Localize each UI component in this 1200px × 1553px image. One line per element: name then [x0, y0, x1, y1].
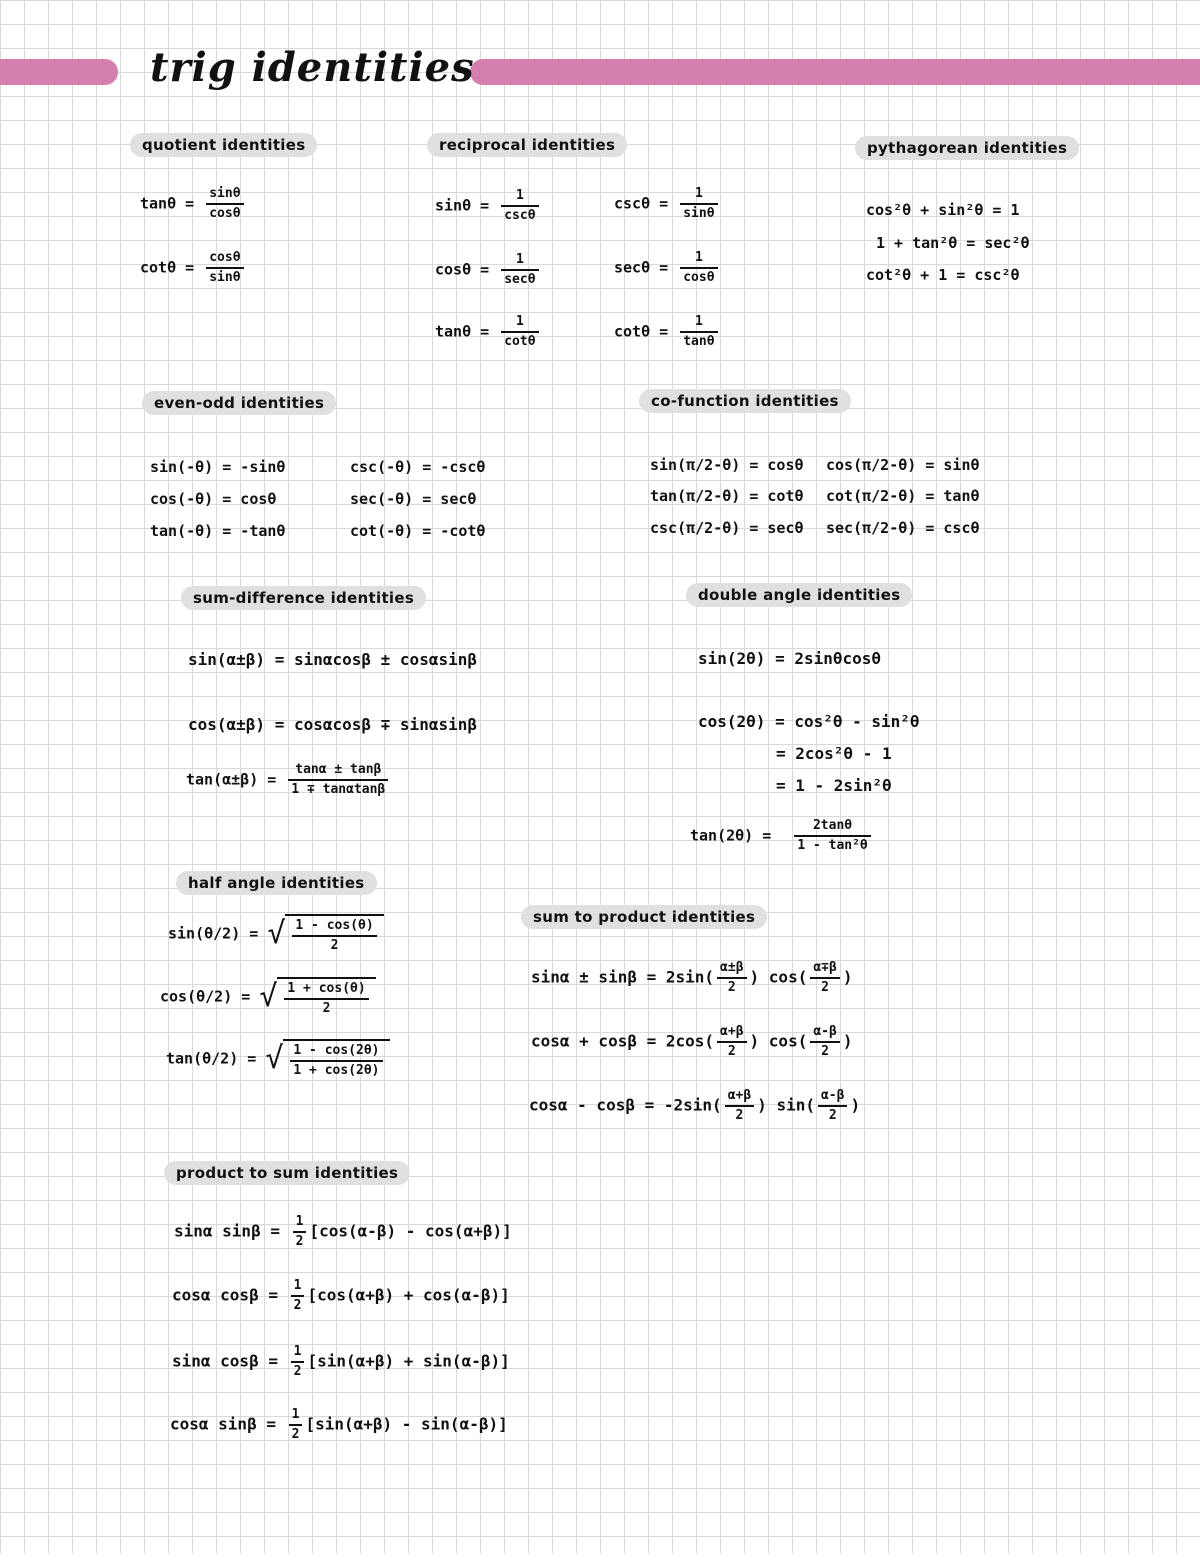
sum-difference-tan	[186, 762, 391, 798]
sum-to-product-line: sinα ± sinβ = 2sin( $\frac{\alpha\pm\beta}{2}$ ) cos( $\frac{\alpha\mp\beta}{2}$ )	[531, 960, 853, 995]
sum-to-product-fn: 2sin	[665, 967, 705, 987]
even-odd-line: cos(-θ) = cosθ	[150, 490, 277, 508]
reciprocal-den: cscθ	[504, 208, 536, 223]
even-odd-line: cot(-θ) = -cotθ	[350, 522, 486, 540]
sum-to-product-num: α+β	[717, 1024, 746, 1043]
sum-to-product-lhs: cosα + cosβ =	[531, 1031, 657, 1051]
quotient-cot-den: sinθ	[209, 270, 241, 285]
half-den: 2	[293, 1364, 302, 1379]
double-angle-cos-1: cos(2θ) = cos²θ - sin²θ	[698, 712, 920, 731]
sum-to-product-lhs: sinα ± sinβ =	[531, 967, 657, 987]
reciprocal-den: cotθ	[504, 334, 536, 349]
product-to-sum-lhs: cosα sinβ =	[170, 1414, 276, 1434]
sum-to-product-lhs: cosα - cosβ =	[529, 1095, 655, 1115]
reciprocal-den: cosθ	[683, 270, 715, 285]
pythagorean-line: 1 + tan²θ = sec²θ	[876, 234, 1030, 252]
half-angle-cos-num: 1 + cos(θ)	[284, 981, 368, 1000]
sum-to-product-den: 2	[735, 1108, 744, 1123]
co-function-line: tan(π/2-θ) = cotθ	[650, 487, 804, 505]
half-num: 1	[289, 1407, 303, 1426]
double-angle-sin: sin(2θ) = 2sinθcosθ	[698, 649, 882, 668]
product-to-sum-line	[170, 1407, 508, 1443]
product-to-sum-lhs: cosα cosβ =	[172, 1285, 278, 1305]
sum-to-product-line: cosα - cosβ = -2sin( $\frac{\alpha+\beta}{2}$ ) sin( $\frac{\alpha-\beta}{2}$ )	[529, 1088, 861, 1123]
title-accent-bar-left	[0, 59, 118, 85]
co-function-line: cos(π/2-θ) = sinθ	[826, 456, 980, 474]
co-function-line: csc(π/2-θ) = secθ	[650, 519, 804, 537]
half-angle-cos: cos(θ/2) = √ $\frac{1 + \cos(\theta)}{2}$	[160, 977, 376, 1017]
double-angle-tan-lhs: tan(2θ) =	[690, 826, 772, 845]
double-angle-cos-2: = 2cos²θ - 1	[776, 744, 892, 763]
product-to-sum-line	[174, 1214, 512, 1250]
product-to-sum-lhs: sinα sinβ =	[174, 1221, 280, 1241]
sum-to-product-den: 2	[821, 1044, 829, 1059]
product-to-sum-line	[172, 1278, 510, 1314]
sum-to-product-fn: sin	[776, 1095, 806, 1115]
pythagorean-line: cot²θ + 1 = csc²θ	[866, 266, 1020, 284]
half-angle-cos-den: 2	[322, 1001, 331, 1016]
sum-to-product-line: cosα + cosβ = 2cos( $\frac{\alpha+\beta}{2}$ ) cos( $\frac{\alpha-\beta}{2}$ )	[531, 1024, 853, 1059]
reciprocal-lhs: tanθ =	[435, 322, 490, 341]
quotient-tan-lhs: tanθ =	[140, 194, 195, 213]
half-angle-sin-lhs: sin(θ/2) =	[168, 924, 259, 943]
quotient-heading: quotient identities	[130, 133, 317, 157]
reciprocal-den: secθ	[504, 272, 536, 287]
sum-to-product-fn: -2sin	[663, 1095, 713, 1115]
sum-to-product-fn: cos	[768, 1031, 798, 1051]
reciprocal-lhs: secθ =	[614, 258, 669, 277]
reciprocal-den: tanθ	[683, 334, 715, 349]
half-angle-tan-num: 1 - cos(2θ)	[290, 1043, 382, 1062]
half-angle-tan-lhs: tan(θ/2) =	[166, 1049, 257, 1068]
half-angle-tan: tan(θ/2) = √ $\frac{1 - \cos(2\theta)}{1 + \cos(2\theta)}$	[166, 1039, 390, 1079]
pythagorean-line: cos²θ + sin²θ = 1	[866, 201, 1020, 219]
reciprocal-num: 1	[501, 314, 538, 333]
sum-difference-sin: sin(α±β) = sinαcosβ ± cosαsinβ	[188, 650, 477, 669]
half-angle-sin-den: 2	[330, 938, 339, 953]
product-to-sum-rhs: [cos(α+β) + cos(α-β)]	[307, 1285, 510, 1305]
half-angle-tan-den: 1 + cos(2θ)	[293, 1063, 380, 1078]
reciprocal-item	[614, 186, 721, 222]
co-function-heading: co-function identities	[639, 389, 851, 413]
double-angle-cos-3: = 1 - 2sin²θ	[776, 776, 892, 795]
quotient-cot-num: cosθ	[206, 250, 243, 269]
sum-to-product-den: 2	[821, 980, 829, 995]
sum-to-product-fn: cos	[768, 967, 798, 987]
reciprocal-num: 1	[501, 252, 538, 271]
reciprocal-lhs: cosθ =	[435, 260, 490, 279]
reciprocal-item	[435, 252, 542, 288]
half-den: 2	[291, 1427, 300, 1442]
sum-to-product-den: 2	[727, 1044, 736, 1059]
co-function-line: cot(π/2-θ) = tanθ	[826, 487, 980, 505]
quotient-tan	[140, 186, 247, 222]
reciprocal-num: 1	[680, 314, 717, 333]
sum-difference-cos: cos(α±β) = cosαcosβ ∓ sinαsinβ	[188, 715, 477, 734]
half-num: 1	[291, 1278, 305, 1297]
half-num: 1	[291, 1344, 305, 1363]
product-to-sum-line	[172, 1344, 510, 1380]
product-to-sum-lhs: sinα cosβ =	[172, 1351, 278, 1371]
sum-difference-tan-lhs: tan(α±β) =	[186, 770, 277, 789]
reciprocal-lhs: cotθ =	[614, 322, 669, 341]
reciprocal-item	[614, 314, 721, 350]
double-angle-tan-den: 1 - tan²θ	[797, 838, 868, 853]
sum-to-product-num: α±β	[717, 960, 746, 979]
co-function-line: sec(π/2-θ) = cscθ	[826, 519, 980, 537]
sum-difference-heading: sum-difference identities	[181, 586, 426, 610]
sum-to-product-den: 2	[727, 980, 736, 995]
sum-to-product-fn: 2cos	[665, 1031, 705, 1051]
reciprocal-item	[614, 250, 721, 286]
sum-to-product-num: α+β	[725, 1088, 754, 1107]
sum-to-product-num: α∓β	[810, 960, 839, 979]
even-odd-heading: even-odd identities	[142, 391, 336, 415]
sum-to-product-heading: sum to product identities	[521, 905, 767, 929]
sum-to-product-num: α-β	[810, 1024, 839, 1043]
half-angle-cos-lhs: cos(θ/2) =	[160, 987, 251, 1006]
double-angle-tan-num: 2tanθ	[794, 818, 870, 837]
reciprocal-heading: reciprocal identities	[427, 133, 627, 157]
half-num: 1	[293, 1214, 307, 1233]
double-angle-heading: double angle identities	[686, 583, 912, 607]
reciprocal-item	[435, 188, 542, 224]
reciprocal-num: 1	[501, 188, 538, 207]
co-function-line: sin(π/2-θ) = cosθ	[650, 456, 804, 474]
reciprocal-lhs: cscθ =	[614, 194, 669, 213]
half-angle-sin-num: 1 - cos(θ)	[292, 918, 376, 937]
reciprocal-den: sinθ	[683, 206, 715, 221]
reciprocal-item	[435, 314, 542, 350]
pythagorean-heading: pythagorean identities	[855, 136, 1079, 160]
half-angle-sin: sin(θ/2) = √ $\frac{1 - \cos(\theta)}{2}$	[168, 914, 384, 954]
product-to-sum-rhs: [sin(α+β) + sin(α-β)]	[307, 1351, 510, 1371]
reciprocal-lhs: sinθ =	[435, 196, 490, 215]
product-to-sum-rhs: [sin(α+β) - sin(α-β)]	[305, 1414, 508, 1434]
product-to-sum-heading: product to sum identities	[164, 1161, 410, 1185]
quotient-tan-num: sinθ	[206, 186, 243, 205]
page-title: trig identities	[150, 44, 475, 91]
sum-difference-tan-den: 1 ∓ tanαtanβ	[291, 782, 386, 797]
even-odd-line: sin(-θ) = -sinθ	[150, 458, 286, 476]
reciprocal-num: 1	[680, 250, 717, 269]
sum-to-product-num: α-β	[818, 1088, 847, 1107]
quotient-cot	[140, 250, 247, 286]
product-to-sum-rhs: [cos(α-β) - cos(α+β)]	[309, 1221, 512, 1241]
quotient-tan-den: cosθ	[209, 206, 241, 221]
half-angle-heading: half angle identities	[176, 871, 377, 895]
sum-to-product-den: 2	[828, 1108, 837, 1123]
quotient-cot-lhs: cotθ =	[140, 258, 195, 277]
title-accent-bar-right	[470, 59, 1200, 85]
even-odd-line: sec(-θ) = secθ	[350, 490, 477, 508]
half-den: 2	[295, 1234, 304, 1249]
even-odd-line: csc(-θ) = -cscθ	[350, 458, 486, 476]
reciprocal-num: 1	[680, 186, 717, 205]
even-odd-line: tan(-θ) = -tanθ	[150, 522, 286, 540]
double-angle-tan	[690, 818, 874, 854]
half-den: 2	[293, 1298, 302, 1313]
sum-difference-tan-num: tanα ± tanβ	[288, 762, 388, 781]
